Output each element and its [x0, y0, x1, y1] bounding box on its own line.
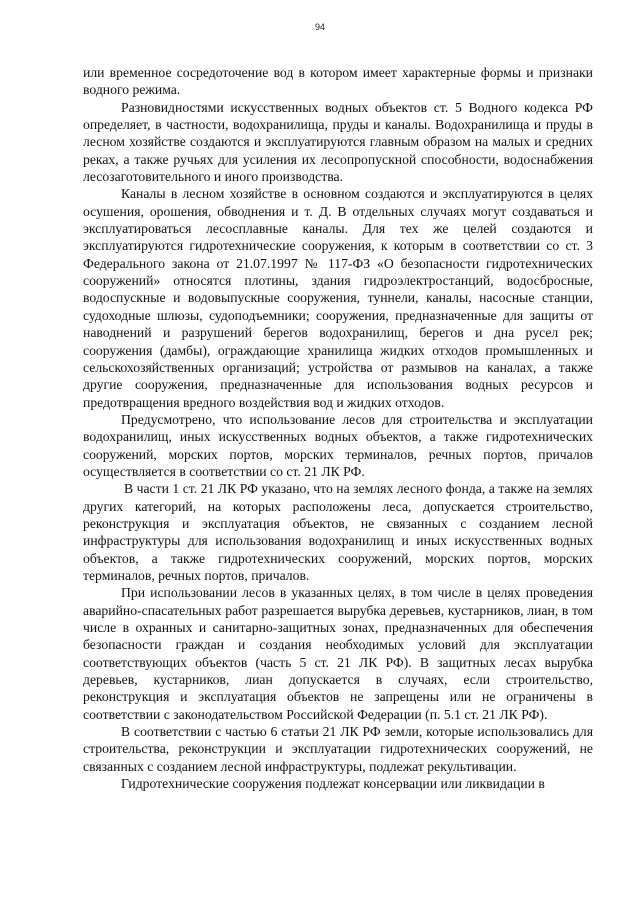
- paragraph: Предусмотрено, что использование лесов для строительства и эксплуатации водохранилищ, иных искусственных водных объектов, а также гидротехнических сооружений, морских портов, морских терминалов, речных портов, причалов осуществляется в соответствии со ст. 21 ЛК РФ.: [83, 411, 593, 479]
- paragraph: В соответствии с частью 6 статьи 21 ЛК РФ земли, которые использовались для строительства, реконструкции и эксплуатации гидротехнических сооружений, не связанных с созданием лесной инфраструктуры, подлежат рекультивации.: [83, 724, 593, 774]
- paragraph: При использовании лесов в указанных целях, в том числе в целях проведения аварийно-спасательных работ разрешается вырубка деревьев, кустарников, лиан, в том числе в охранных и санитарно-защитных зонах, предназначенных для обеспечения безопасности граждан и создания необходимых условий для эксплуатации соответствующих объектов (часть 5 ст. 21 ЛК РФ). В защитных лесах вырубка деревьев, кустарников, лиан допускается в случаях, если строительство, реконструкция и эксплуатация объектов не запрещены или не ограничены в соответствии с законодательством Российской Федерации (п. 5.1 ст. 21 ЛК РФ).: [83, 585, 593, 722]
- paragraph: Каналы в лесном хозяйстве в основном создаются и эксплуатируются в целях осушения, орошения, обводнения и т. Д. В отдельных случаях могут создаваться и эксплуатироваться лесосплавные каналы. Для тех же целей создаются и эксплуатируются гидротехнические сооружения, к которым в соответствии со ст. 3 Федерального закона от 21.07.1997 № 117-ФЗ «О безопасности гидротехнических сооружений» относятся плотины, здания гидроэлектростанций, водосбросные, водоспускные и водовыпускные сооружения, туннели, каналы, насосные станции, судоходные шлюзы, судоподъемники; сооружения, предназначенные для защиты от наводнений и разрушений берегов водохранилищ, берегов и дна русел рек; сооружения (дамбы), ограждающие хранилища жидких отходов промышленных и сельскохозяйственных организаций; устройства от размывов на каналах, а также другие сооружения, предназначенные для использования водных ресурсов и предотвращения вредного воздействия вод и жидких отходов.: [83, 186, 593, 410]
- paragraph: Разновидностями искусственных водных объектов ст. 5 Водного кодекса РФ определяет, в частности, водохранилища, пруды и каналы. Водохранилища и пруды в лесном хозяйстве создаются и эксплуатируются главным образом на малых и средних реках, а также ручьях для усиления их лесопропускной способности, водоснабжения лесозаготовительного и иного производства.: [83, 99, 593, 185]
- paragraph: В части 1 ст. 21 ЛК РФ указано, что на землях лесного фонда, а также на землях других категорий, на которых расположены леса, допускается строительство, реконструкция и эксплуатация объектов, не связанных с созданием лесной инфраструктуры для использования водохранилищ и иных искусственных водных объектов, а также гидротехнических сооружений, морских портов, морских терминалов, речных портов, причалов.: [83, 481, 593, 583]
- document-body: [83, 64, 593, 792]
- paragraph-continuation: или временное сосредоточение вод в котором имеет характерные формы и признаки водного режима.: [83, 65, 593, 98]
- page-number: 94: [314, 22, 325, 32]
- paragraph-truncated: Гидротехнические сооружения подлежат консервации или ликвидации в: [121, 776, 545, 792]
